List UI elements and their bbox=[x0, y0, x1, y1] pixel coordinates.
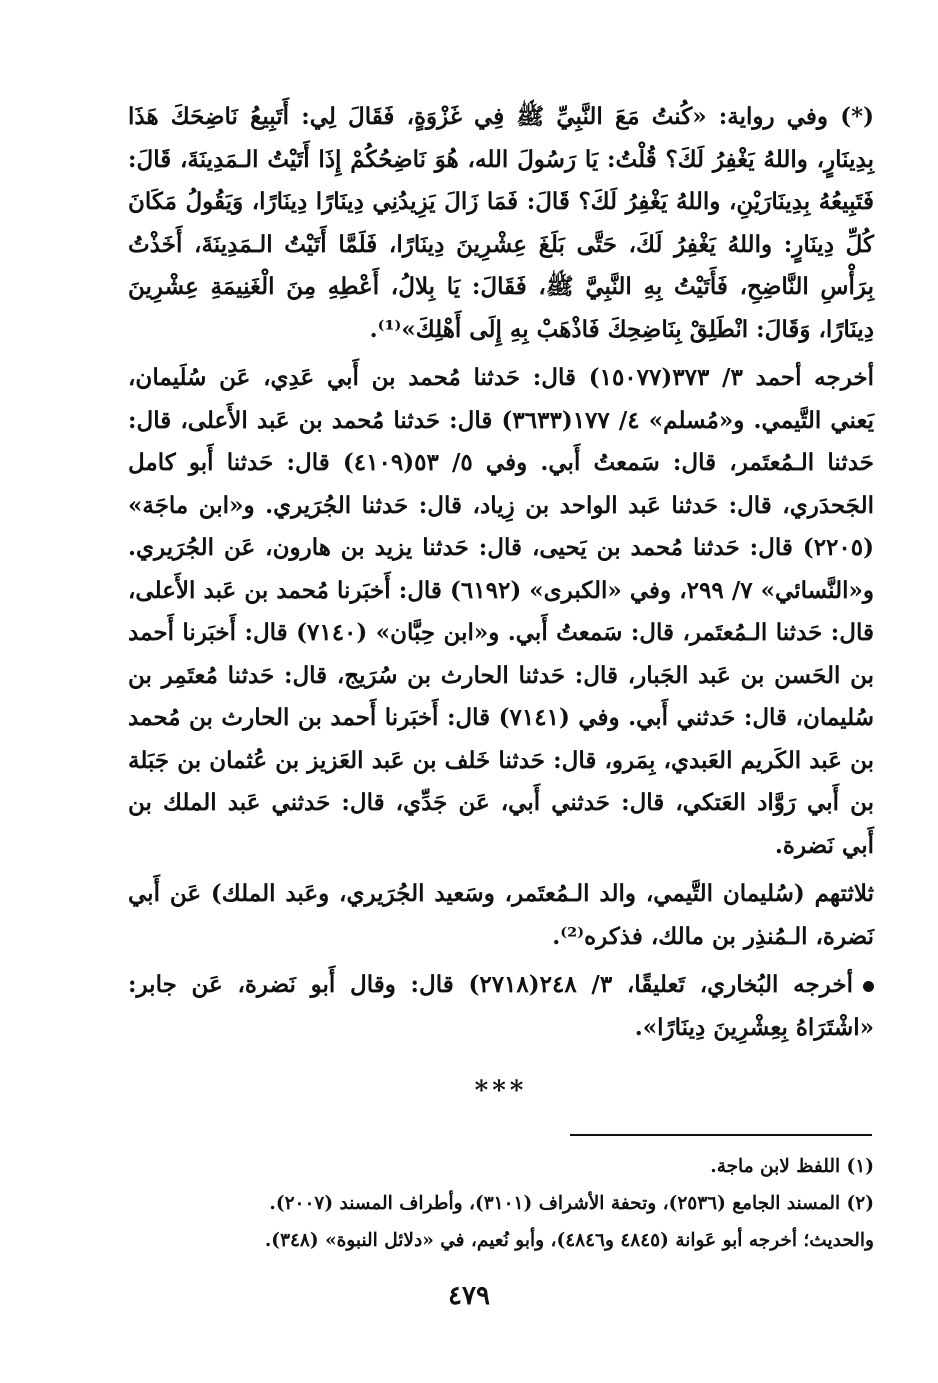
bukhari-bullet-paragraph bbox=[128, 964, 874, 1049]
bullet-icon bbox=[863, 981, 874, 992]
footnote-2-continuation: والحديث؛ أخرجه أبو عَوانة (٤٨٤٥ و٤٨٤٦)، وأبو نُعيم، في «دلائل النبوة» (٣٤٨). bbox=[264, 1230, 874, 1251]
footnote-2: (٢) المسند الجامع (٢٥٣٦)، وتحفة الأشراف (٣١٠١)، وأطراف المسند (٢٠٠٧). bbox=[269, 1193, 874, 1214]
section-separator: *** bbox=[474, 1076, 528, 1106]
hadith-narration-paragraph: (*) وفي رواية: «كُنتُ مَعَ النَّبِيِّ ﷺ فِي غَزْوَةٍ، فَقَالَ لِي: أَتَبِيعُ نَاضِحَكَ هَذَا بِدِينَارٍ، واللهُ يَغْفِرُ لَكَ؟ قُلْتُ: يَا رَسُولَ الله، هُوَ نَاضِحُكُمْ إِذَا أَتَيْتُ الـمَدِينَةَ، قَالَ: فَتَبِيعُهُ بِدِينَارَيْنِ، واللهُ يَغْفِرُ لَكَ؟ قَالَ: فَمَا زَالَ يَزِيدُنِي دِينَارًا دِينَارًا، وَيَقُولُ مَكَانَ كُلِّ دِينَارٍ: واللهُ يَغْفِرُ لَكَ، حَتَّى بَلَغَ عِشْرِينَ دِينَارًا، فَلَمَّا أَتَيْتُ الـمَدِينَةَ، أَخَذْتُ بِرَأْسِ النَّاضِحِ، فَأَتَيْتُ بِهِ النَّبِيَّ ﷺ، فَقَالَ: يَا بِلالُ، أَعْطِهِ مِنَ الْغَنِيمَةِ عِشْرِينَ دِينَارًا، وَقَالَ: انْطَلِقْ بِنَاضِحِكَ فَاذْهَبْ بِهِ إِلَى أَهْلِكَ»⁽¹⁾. bbox=[128, 103, 874, 343]
summary-paragraph: ثلاثتهم (سُليمان التَّيمي، والد الـمُعتَمر، وسَعيد الجُرَيري، وعَبد الملك) عَن أَبي نَضرة، الـمُنذِر بن مالك، فذكره⁽²⁾. bbox=[128, 880, 874, 950]
footnote-1: (١) اللفظ لابن ماجة. bbox=[710, 1156, 874, 1177]
bukhari-text: أخرجه البُخاري، تَعليقًا، ٣/ ٢٤٨(٢٧١٨) قال: وقال أَبو نَضرة، عَن جابر: «اشْتَرَاهُ بِعِشْرِينَ دِينَارًا». bbox=[128, 971, 874, 1041]
takhrij-paragraph: أخرجه أحمد ٣/ ٣٧٣(١٥٠٧٧) قال: حَدثنا مُحمد بن أَبي عَدِي، عَن سُلَيمان، يَعني التَّيمي. و«مُسلم» ٤/ ١٧٧(٣٦٣٣) قال: حَدثنا مُحمد بن عَبد الأَعلى، قال: حَدثنا الـمُعتَمر، قال: سَمعتُ أَبي. وفي ٥/ ٥٣(٤١٠٩) قال: حَدثنا أَبو كامل الجَحدَري، قال: حَدثنا عَبد الواحد بن زِياد، قال: حَدثنا الجُرَيري. و«ابن ماجَة» (٢٢٠٥) قال: حَدثنا مُحمد بن يَحيى، قال: حَدثنا يزيد بن هارون، عَن الجُرَيري. و«النَّسائي» ٧/ ٢٩٩، وفي «الكبرى» (٦١٩٢) قال: أَخبَرنا مُحمد بن عَبد الأَعلى، قال: حَدثنا الـمُعتَمر، قال: سَمعتُ أَبي. و«ابن حِبَّان» (٧١٤٠) قال: أَخبَرنا أَحمد بن الحَسن بن عَبد الجَبار، قال: حَدثنا الحارث بن سُرَيج، قال: حَدثنا مُعتَمِر بن سُليمان، قال: حَدثني أَبي. وفي (٧١٤١) قال: أَخبَرنا أَحمد بن الحارث بن مُحمد بن عَبد الكَريم العَبدي، بِمَرو، قال: حَدثنا خَلف بن عَبد العَزيز بن عُثمان بن جَبَلة بن أَبي رَوَّاد العَتكي، قال: حَدثني أَبي، عَن جَدِّي، قال: حَدثني عَبد الملك بن أَبي نَضرة. bbox=[128, 364, 875, 859]
page-number: ٤٧٩ bbox=[448, 1281, 490, 1311]
footnote-divider bbox=[570, 1134, 872, 1136]
page-body bbox=[128, 96, 874, 1111]
footnotes bbox=[128, 1148, 874, 1259]
